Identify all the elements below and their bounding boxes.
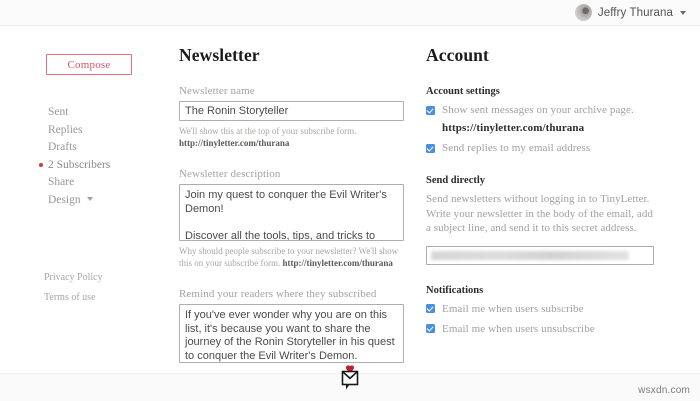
newsletter-name-help-url: http://tinyletter.com/thurana	[179, 137, 290, 148]
newsletter-description-help	[179, 246, 401, 269]
checkbox-label: Send replies to my email address	[442, 142, 591, 154]
sidebar-item-drafts[interactable]	[48, 139, 173, 157]
envelope-heart-logo	[339, 365, 361, 391]
newsletter-title: Newsletter	[179, 45, 260, 65]
privacy-policy-link[interactable]: Privacy Policy	[44, 272, 103, 283]
account-title: Account	[426, 45, 489, 65]
newsletter-name-help	[179, 126, 401, 149]
active-indicator-dot	[39, 163, 43, 167]
newsletter-column	[179, 26, 411, 363]
sidebar-item-sent[interactable]	[48, 104, 173, 122]
newsletter-name-help-text: We'll show this at the top of your subscribe form.	[179, 126, 357, 136]
sidebar	[0, 26, 175, 374]
checkbox-icon[interactable]	[426, 144, 435, 153]
watermark: wsxdn.com	[638, 385, 690, 396]
user-name-label: Jeffry Thurana	[597, 6, 673, 19]
compose-button[interactable]: Compose	[46, 54, 132, 75]
sidebar-item-design[interactable]	[48, 192, 173, 210]
checkbox-icon[interactable]	[426, 106, 435, 115]
checkbox-label: Email me when users unsubscribe	[442, 322, 595, 335]
top-bar	[0, 0, 700, 26]
sidebar-item-label: Share	[48, 176, 75, 188]
sidebar-item-label: Replies	[48, 123, 83, 136]
sidebar-item-subscribers[interactable]	[48, 157, 173, 175]
account-column	[426, 26, 666, 341]
checkbox-label: Email me when users subscribe	[442, 302, 584, 315]
sidebar-item-replies[interactable]	[48, 122, 173, 140]
checkbox-row-email-subscribe[interactable]	[426, 302, 666, 316]
checkbox-icon[interactable]	[426, 304, 435, 313]
send-directly-body: Send newsletters without logging in to TinyLetter. Write your newsletter in the body of the email, add a subject line, and send it to this secret address.	[426, 193, 653, 234]
newsletter-description-label: Newsletter description	[179, 168, 281, 180]
newsletter-name-label: Newsletter name	[179, 85, 255, 97]
secret-address-input[interactable]	[426, 246, 654, 265]
terms-of-use-link[interactable]: Terms of use	[44, 292, 96, 303]
archive-page-url: https://tinyletter.com/thurana	[442, 122, 585, 134]
sidebar-nav	[48, 104, 173, 209]
checkbox-row-send-replies[interactable]	[426, 141, 666, 155]
page-body	[0, 26, 700, 374]
remind-readers-textarea[interactable]	[179, 304, 404, 363]
sidebar-item-label: Design	[48, 193, 81, 206]
legal-links	[44, 268, 174, 308]
checkbox-icon[interactable]	[426, 324, 435, 333]
chevron-down-icon	[680, 11, 686, 15]
newsletter-name-input[interactable]	[179, 101, 404, 121]
checkbox-row-email-unsubscribe[interactable]	[426, 322, 666, 336]
send-directly-heading: Send directly	[426, 175, 486, 186]
newsletter-description-textarea[interactable]	[179, 184, 404, 241]
notifications-heading: Notifications	[426, 284, 484, 296]
remind-readers-label: Remind your readers where they subscribed	[179, 288, 377, 300]
avatar	[575, 4, 592, 21]
checkbox-row-show-sent-messages[interactable]	[426, 103, 666, 117]
account-settings-heading: Account settings	[426, 86, 500, 97]
redacted-value	[431, 251, 629, 260]
user-menu[interactable]	[575, 4, 686, 21]
sidebar-item-label: Sent	[48, 106, 69, 118]
newsletter-description-help-url: http://tinyletter.com/thurana	[282, 257, 393, 268]
sidebar-item-label: Drafts	[48, 141, 77, 153]
sidebar-item-share[interactable]	[48, 174, 173, 192]
sidebar-item-label: 2 Subscribers	[48, 158, 111, 171]
checkbox-label: Show sent messages on your archive page.	[442, 104, 634, 116]
chevron-down-icon	[87, 197, 93, 201]
newsletter-description-help-text: Why should people subscribe to your newsletter? We'll show this on your subscribe form.	[179, 246, 399, 268]
